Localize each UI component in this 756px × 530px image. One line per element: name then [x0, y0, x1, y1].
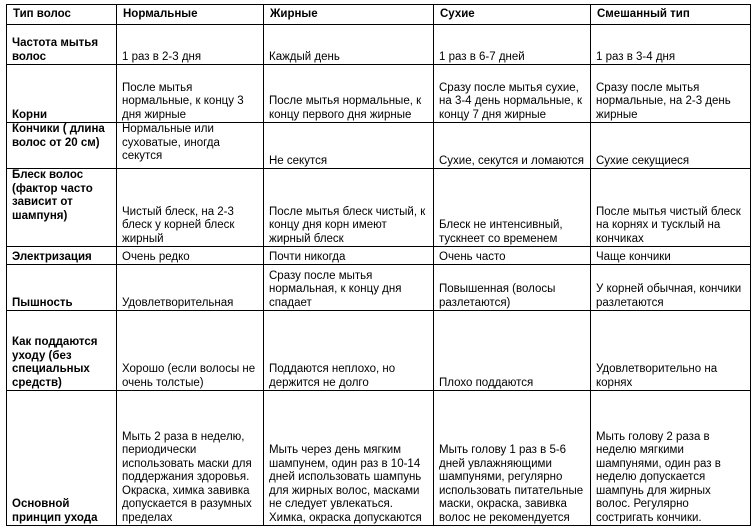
cell-dry: Сухие, секутся и ломаются [434, 123, 591, 169]
cell-normal: Нормальные или суховатые, иногда секутся [117, 123, 264, 169]
header-dry: Сухие [434, 5, 591, 25]
row-label: Блеск волос (фактор часто зависит от шампуня) [7, 169, 117, 247]
table-row-care-response [7, 311, 751, 391]
cell-oily: После мытья нормальные, к концу первого дня жирные [264, 65, 434, 123]
cell-dry: Сразу после мытья сухие, на 3-4 день нормальные, к концу 7 дня жирные [434, 65, 591, 123]
cell-normal: Чистый блеск, на 2-3 блеск у корней блеск жирный [117, 169, 264, 247]
cell-normal: Хорошо (если волосы не очень толстые) [117, 311, 264, 391]
cell-mixed: 1 раз в 3-4 дня [591, 25, 751, 65]
cell-mixed: Сухие секущиеся [591, 123, 751, 169]
table-row-volume [7, 265, 751, 311]
row-label: Основной принцип ухода [7, 391, 117, 526]
cell-dry: Блеск не интенсивный, тускнеет со временем [434, 169, 591, 247]
cell-dry: Плохо поддаются [434, 311, 591, 391]
table-row-shine [7, 169, 751, 247]
cell-mixed: Сразу после мытья нормальные, на 2-3 день жирные [591, 65, 751, 123]
cell-oily: Мыть через день мягким шампунем, один раз в 10-14 дней использовать шампунь для жирных волос, масками не следует увлекаться. Химка, окраска допускаются [264, 391, 434, 526]
table-row-tips [7, 123, 751, 169]
cell-dry: Мыть голову 1 раз в 5-6 дней увлажняющими шампунями, регулярно использовать питательные маски, окраска, завивка волос не рекомендуется [434, 391, 591, 526]
cell-oily: Сразу после мытья нормальная, к концу дня спадает [264, 265, 434, 311]
cell-normal: Очень редко [117, 247, 264, 265]
cell-mixed: У корней обычная, кончики разлетаются [591, 265, 751, 311]
table-row-roots [7, 65, 751, 123]
cell-mixed: Мыть голову 2 раза в неделю мягкими шампунями, один раз в неделю допускается шампунь для жирных волос. Регулярно состригать кончики. [591, 391, 751, 526]
cell-mixed: Удовлетворительно на корнях [591, 311, 751, 391]
cell-mixed: После мытья чистый блеск на корнях и тусклый на кончиках [591, 169, 751, 247]
row-label: Пышность [7, 265, 117, 311]
hair-types-table [6, 4, 751, 526]
row-label: Корни [7, 65, 117, 123]
row-label: Частота мытья волос [7, 25, 117, 65]
header-normal: Нормальные [117, 5, 264, 25]
cell-mixed: Чаще кончики [591, 247, 751, 265]
header-mixed: Смешанный тип [591, 5, 751, 25]
cell-oily: Каждый день [264, 25, 434, 65]
row-label: Кончики ( длина волос от 20 см) [7, 123, 117, 169]
table-row-care-principle [7, 391, 751, 526]
header-row [7, 5, 751, 25]
cell-oily: Почти никогда [264, 247, 434, 265]
cell-normal: Мыть 2 раза в неделю, периодически использовать маски для поддержания здоровья. Окраска, химка завивка допускается в разумных пределах [117, 391, 264, 526]
cell-dry: Очень часто [434, 247, 591, 265]
cell-normal: После мытья нормальные, к концу 3 дня жирные [117, 65, 264, 123]
cell-oily: Поддаются неплохо, но держится не долго [264, 311, 434, 391]
row-label: Как поддаются уходу (без специальных средств) [7, 311, 117, 391]
row-label: Электризация [7, 247, 117, 265]
table-row-static [7, 247, 751, 265]
table-row-wash-frequency [7, 25, 751, 65]
header-hair-type: Тип волос [7, 5, 117, 25]
cell-oily: Не секутся [264, 123, 434, 169]
cell-dry: Повышенная (волосы разлетаются) [434, 265, 591, 311]
cell-oily: После мытья блеск чистый, к концу дня корн имеют жирный блеск [264, 169, 434, 247]
cell-normal: Удовлетворительная [117, 265, 264, 311]
header-oily: Жирные [264, 5, 434, 25]
cell-normal: 1 раз в 2-3 дня [117, 25, 264, 65]
cell-dry: 1 раз в 6-7 дней [434, 25, 591, 65]
